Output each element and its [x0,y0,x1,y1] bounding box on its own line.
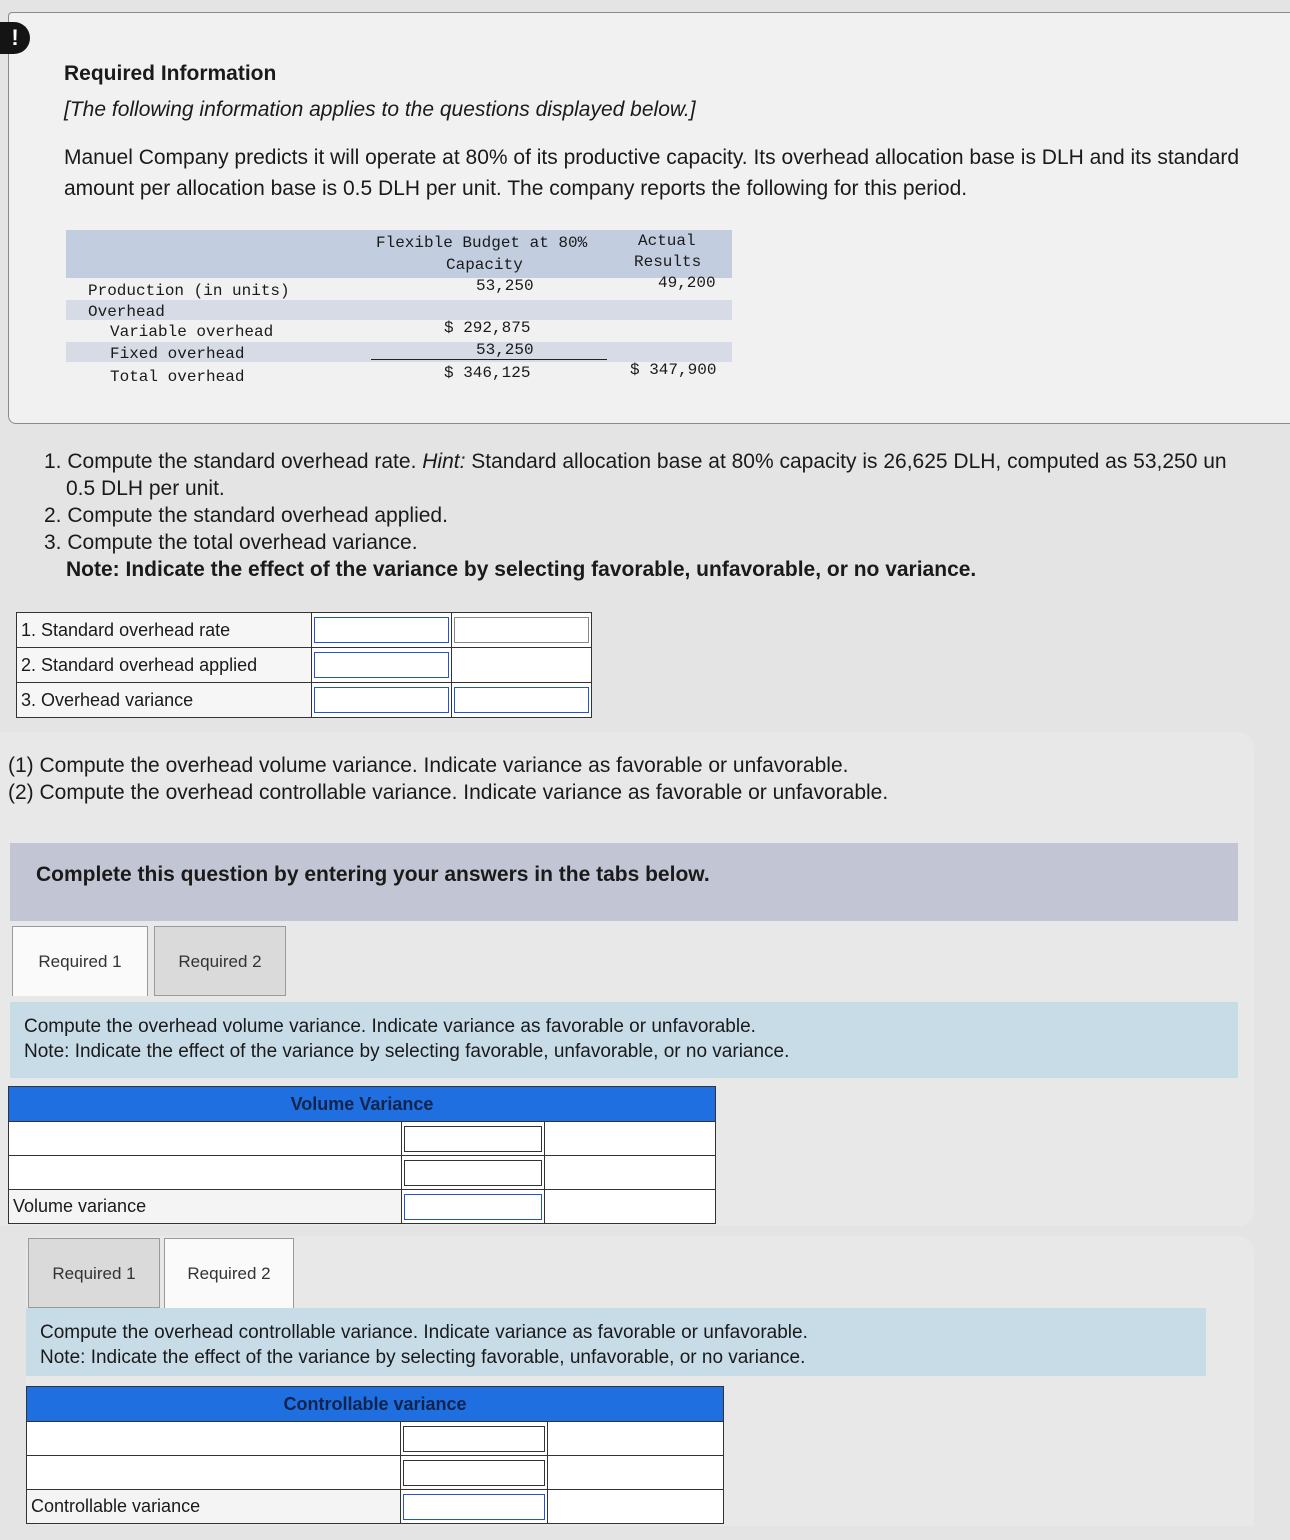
table-row [9,1122,716,1156]
tab-required-2[interactable]: Required 2 [164,1238,294,1308]
answer-row-label: 2. Standard overhead applied [17,648,312,683]
flexible-budget-table [66,230,732,390]
variable-overhead-flex: $ 292,875 [444,319,531,337]
volume-variance-amount-2[interactable] [402,1156,545,1190]
table-row [27,1422,724,1456]
row-label-fixed-overhead: Fixed overhead [110,345,245,363]
answer-grid [16,612,592,718]
lower-question-1: (1) Compute the overhead volume variance. Indicate variance as favorable or unfavorable. [8,754,849,777]
required-information-title: Required Information [64,62,277,85]
row-label-total-overhead: Total overhead [110,368,245,386]
controllable-variance-amount[interactable] [401,1490,548,1524]
standard-overhead-applied-extra [452,648,592,683]
row-label-variable-overhead: Variable overhead [110,323,274,341]
answer-row [17,683,592,718]
controllable-label-select-2[interactable] [27,1456,401,1490]
hint-label: Hint: [422,450,466,473]
volume-variance-effect-select[interactable] [545,1190,716,1224]
flex-budget-header-capacity: Capacity [446,256,523,274]
controllable-amount-2[interactable] [401,1456,548,1490]
blank-cell [547,1422,723,1456]
blank-cell [545,1122,716,1156]
volume-variance-amount[interactable] [402,1190,545,1224]
volume-variance-row-label: Volume variance [9,1190,402,1224]
tab-bar-2 [28,1238,298,1308]
lower-question-list [8,752,888,806]
controllable-amount-1[interactable] [401,1422,548,1456]
instruction-box-1 [10,1002,1238,1078]
actual-header-results: Results [634,253,702,271]
volume-variance-table [8,1086,716,1224]
volume-variance-header: Volume Variance [9,1087,716,1122]
table-row [9,1190,716,1224]
question-note: Note: Indicate the effect of the variance by selecting favorable, unfavorable, or no variance. [66,558,977,581]
question-2: 2. Compute the standard overhead applied. [44,504,448,527]
standard-overhead-rate-unit[interactable] [452,613,592,648]
overhead-variance-input[interactable] [312,683,452,718]
total-overhead-actual: $ 347,900 [630,361,717,379]
instruction-note: Note: Indicate the effect of the variance by selecting favorable, unfavorable, or no variance. [24,1041,790,1062]
instruction-text: Compute the overhead controllable variance. Indicate variance as favorable or unfavorable. [40,1322,808,1343]
flex-budget-header: Flexible Budget at 80% [376,234,588,252]
required-information-subtitle: [The following information applies to the questions displayed below.] [64,98,696,121]
controllable-variance-header: Controllable variance [27,1387,724,1422]
controllable-variance-effect-select[interactable] [547,1490,723,1524]
controllable-variance-table [26,1386,724,1524]
question-3: 3. Compute the total overhead variance. [44,531,418,554]
answer-row-label: 1. Standard overhead rate [17,613,312,648]
problem-intro: Manuel Company predicts it will operate at 80% of its productive capacity. Its overhead allocation base is DLH and its standard amount per allocation base is 0.5 DLH per unit. The company reports the following for this period. [64,146,1240,200]
volume-variance-amount-1[interactable] [402,1122,545,1156]
overhead-variance-select[interactable] [452,683,592,718]
complete-instructions-bar: Complete this question by entering your answers in the tabs below. [10,843,1238,921]
table-row [9,1156,716,1190]
total-overhead-flex: $ 346,125 [444,364,531,382]
controllable-variance-row-label: Controllable variance [27,1490,401,1524]
question-list [44,448,1290,583]
controllable-label-select-1[interactable] [27,1422,401,1456]
blank-cell [547,1456,723,1490]
row-label-production: Production (in units) [88,282,290,300]
standard-overhead-rate-input[interactable] [312,613,452,648]
production-flex: 53,250 [476,277,534,295]
tab-bar-1 [12,926,292,996]
lower-question-2: (2) Compute the overhead controllable variance. Indicate variance as favorable or unfavorable. [8,781,889,804]
total-rule [371,359,607,360]
instruction-box-2 [26,1308,1206,1376]
table-row [27,1456,724,1490]
alert-icon: ! [0,22,30,54]
tab-required-1[interactable]: Required 1 [12,926,148,996]
question-1-cont: 0.5 DLH per unit. [66,477,225,500]
answer-row-label: 3. Overhead variance [17,683,312,718]
production-actual: 49,200 [658,274,716,292]
row-shade [66,300,732,320]
tab-required-2[interactable]: Required 2 [154,926,286,996]
answer-row [17,648,592,683]
actual-header: Actual [638,232,696,250]
standard-overhead-applied-input[interactable] [312,648,452,683]
row-label-overhead: Overhead [88,303,165,321]
blank-cell [545,1156,716,1190]
fixed-overhead-flex: 53,250 [476,341,534,359]
instruction-text: Compute the overhead volume variance. Indicate variance as favorable or unfavorable. [24,1016,756,1037]
volume-variance-label-select-1[interactable] [9,1122,402,1156]
tab-required-1[interactable]: Required 1 [28,1238,160,1308]
answer-row [17,613,592,648]
volume-variance-label-select-2[interactable] [9,1156,402,1190]
table-row [27,1490,724,1524]
question-1: 1. Compute the standard overhead rate. Hint: Standard allocation base at 80% capacity is 26,625 DLH, computed as 53,250 un [44,450,1227,473]
instruction-note: Note: Indicate the effect of the variance by selecting favorable, unfavorable, or no variance. [40,1347,806,1368]
